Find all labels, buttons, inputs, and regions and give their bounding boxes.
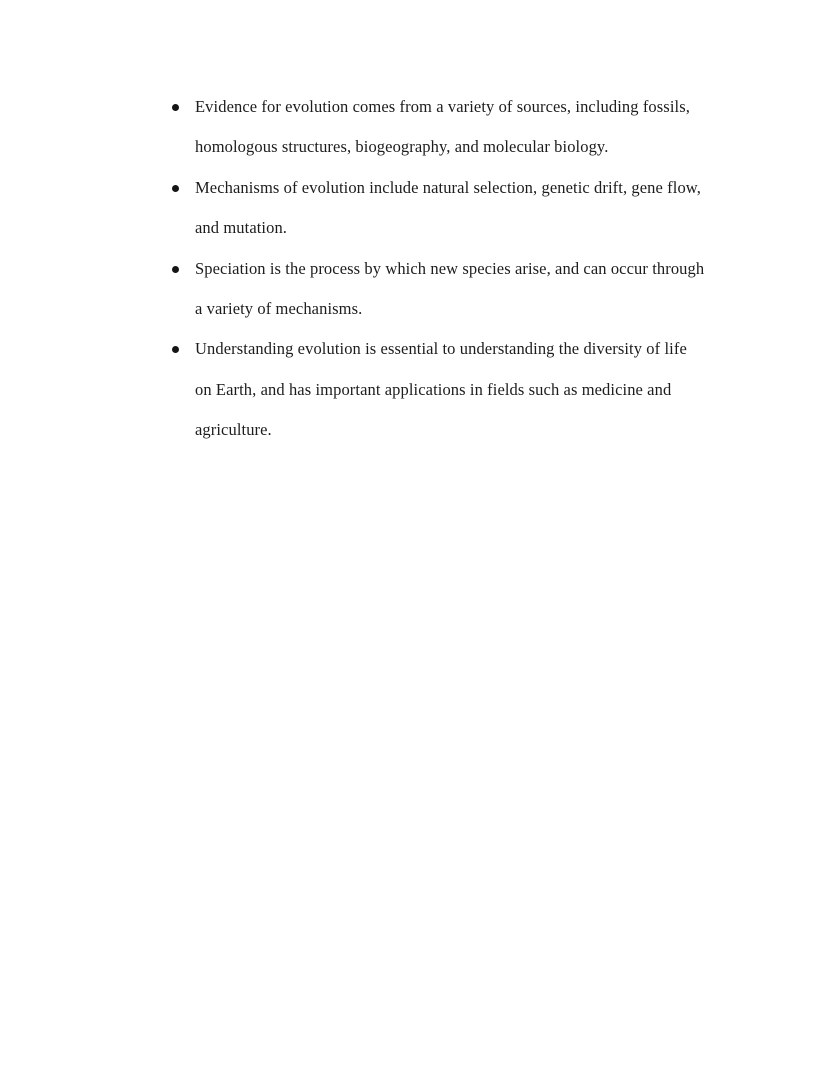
bullet-icon (172, 185, 179, 192)
bullet-text-line: homologous structures, biogeography, and molecular biology. (195, 137, 609, 157)
bullet-text-line: Understanding evolution is essential to understanding the diversity of life (195, 339, 687, 359)
bullet-list (195, 87, 755, 451)
bullet-text-line: on Earth, and has important applications in fields such as medicine and (195, 379, 672, 399)
bullet-text-line: Evidence for evolution comes from a variety of sources, including fossils, (195, 97, 690, 116)
bullet-text-line: Speciation is the process by which new species arise, and can occur through (195, 258, 705, 278)
bullet-text-line: Mechanisms of evolution include natural selection, genetic drift, gene flow, (195, 177, 701, 197)
list-item (195, 168, 755, 249)
bullet-text-line: a variety of mechanisms. (195, 299, 363, 319)
bullet-icon (172, 346, 179, 353)
bullet-text-line: agriculture. (195, 420, 272, 440)
list-item (195, 87, 755, 168)
bullet-icon (172, 266, 179, 273)
bullet-icon (172, 104, 179, 111)
list-item (195, 249, 755, 330)
list-item (195, 329, 755, 450)
bullet-text-line: and mutation. (195, 218, 288, 238)
